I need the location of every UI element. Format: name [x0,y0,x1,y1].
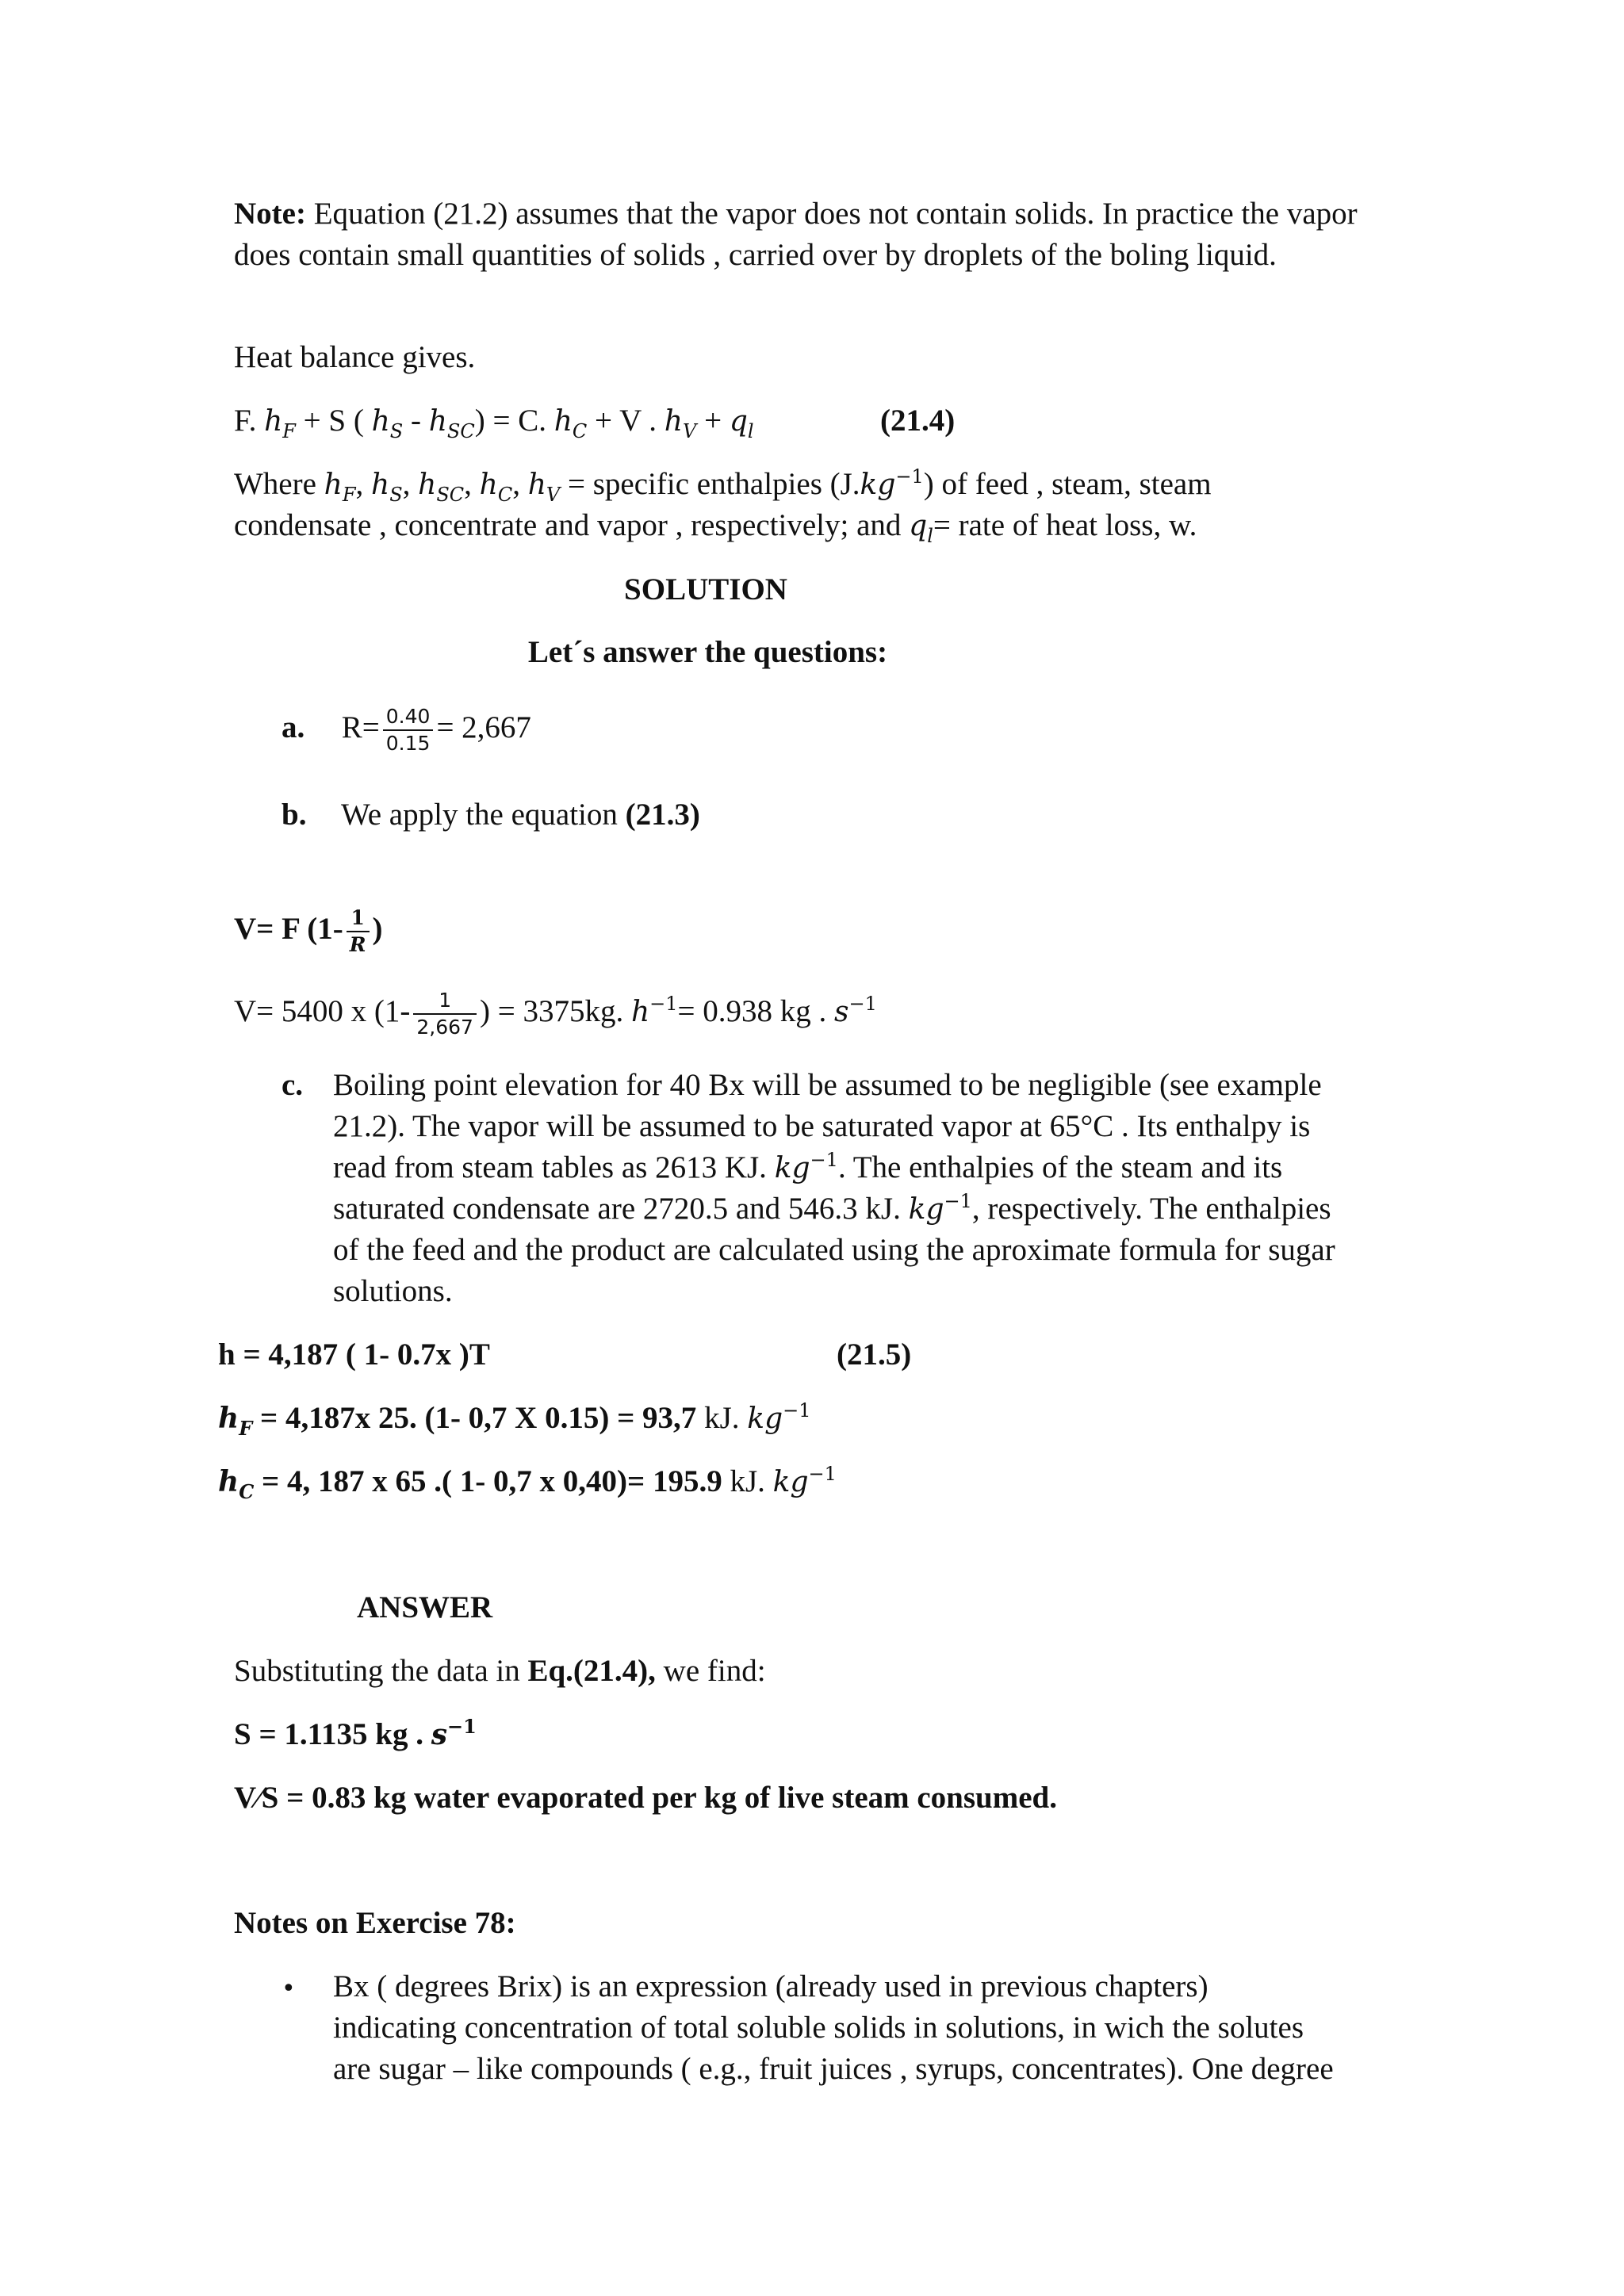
bullet-line-3: are sugar – like compounds ( e.g., fruit juices , syrups, concentrates). One degree [333,2052,1334,2086]
equation-21-4: F. $h_F + S$ ( $h_S - h_{SC}) = C$. $h_C + V$ . $h_V + q_l$ (21.4) [234,400,1400,442]
equation-hf: $h_F = 4,187x$ 25. (1- 0,7 X 0.15) = 93,7 kJ. $kg^{-1}$ [218,1399,811,1440]
where-line-2: condensate , concentrate and vapor , respectively; and $q_l=$ rate of heat loss, w. [234,508,1197,547]
s-value: S = 1.1135 kg . $s^{-1}$ [234,1715,477,1751]
item-c-line-6: solutions. [333,1274,453,1308]
item-a-label: a. [282,710,305,744]
note-label: Note: [234,197,306,231]
substituting-line: Substituting the data in Eq.(21.4), we find: [234,1654,766,1688]
bullet-icon: • [282,1975,296,2003]
item-c-line-3: read from steam tables as 2613 KJ. $kg^{-1}$. The enthalpies of the steam and its [333,1149,1283,1184]
item-b-label: b. [282,798,307,832]
bullet-line-1: Bx ( degrees Brix) is an expression (already used in previous chapters) [333,1969,1208,2003]
item-c-line-2: 21.2). The vapor will be assumed to be saturated vapor at 65°C . Its enthalpy is [333,1109,1311,1143]
answer-heading: ANSWER [357,1590,493,1624]
formula-v: V= F (1- $\frac{1}{R}$ ) [234,906,383,956]
item-a: a. R= $\frac{0.40}{0.15}$ = 2,667 [282,705,531,755]
where-line-1: Where $h_F$, $h_S$, $h_{SC}$, $h_C$, $h_V$ = specific enthalpies $(J.kg^{-1})$ of feed , steam, steam [234,465,1212,506]
heat-balance-intro: Heat balance gives. [234,340,476,374]
eq-number-21-4: (21.4) [880,404,956,438]
questions-heading: Let´s answer the questions: [527,635,888,669]
item-c-line-4: saturated condensate are 2720.5 and 546.3 kJ. $kg^{-1}$, respectively. The enthalpies [333,1190,1331,1226]
equation-hc: $h_C = 4$, 187 x 65 .( 1- 0,7 x 0,40)= 195.9 kJ. $kg^{-1}$ [218,1463,837,1503]
item-c-line-1: Boiling point elevation for 40 Bx will be assumed to be negligible (see example [333,1068,1322,1102]
bullet-line-2: indicating concentration of total soluble solids in solutions, in wich the solutes [333,2011,1304,2045]
equation-21-5: h = 4,187 ( 1- 0.7x )T (21.5) [218,1334,1384,1376]
note-paragraph [234,193,1400,276]
notes-heading: Notes on Exercise 78: [234,1906,516,1940]
one-over-r-fraction: $\frac{1}{R}$ [347,905,370,958]
eq-number-21-5: (21.5) [837,1337,912,1372]
solution-heading: SOLUTION [624,572,787,607]
item-b: b. We apply the equation (21.3) [282,794,1447,836]
v-calculation: V= 5400 x (1- $\frac{1}{2,667}$ ) = 3375kg. $h^{-1}= 0.938$ kg . $s^{-1}$ [234,989,877,1039]
ratio-fraction: $\frac{0.40}{0.15}$ [383,704,434,756]
item-c-label: c. [282,1068,304,1102]
vs-value: V⁄S = 0.83 kg water evaporated per kg of live steam consumed. [234,1781,1057,1815]
note-text: Equation (21.2) assumes that the vapor does not contain solids. In practice the vapor does contain small quantities of solids , carried over by droplets of the boling liquid. [234,197,1358,272]
v-calc-fraction: $\frac{1}{2,667}$ [413,988,477,1040]
item-c-line-5: of the feed and the product are calculated using the aproximate formula for sugar [333,1233,1335,1267]
